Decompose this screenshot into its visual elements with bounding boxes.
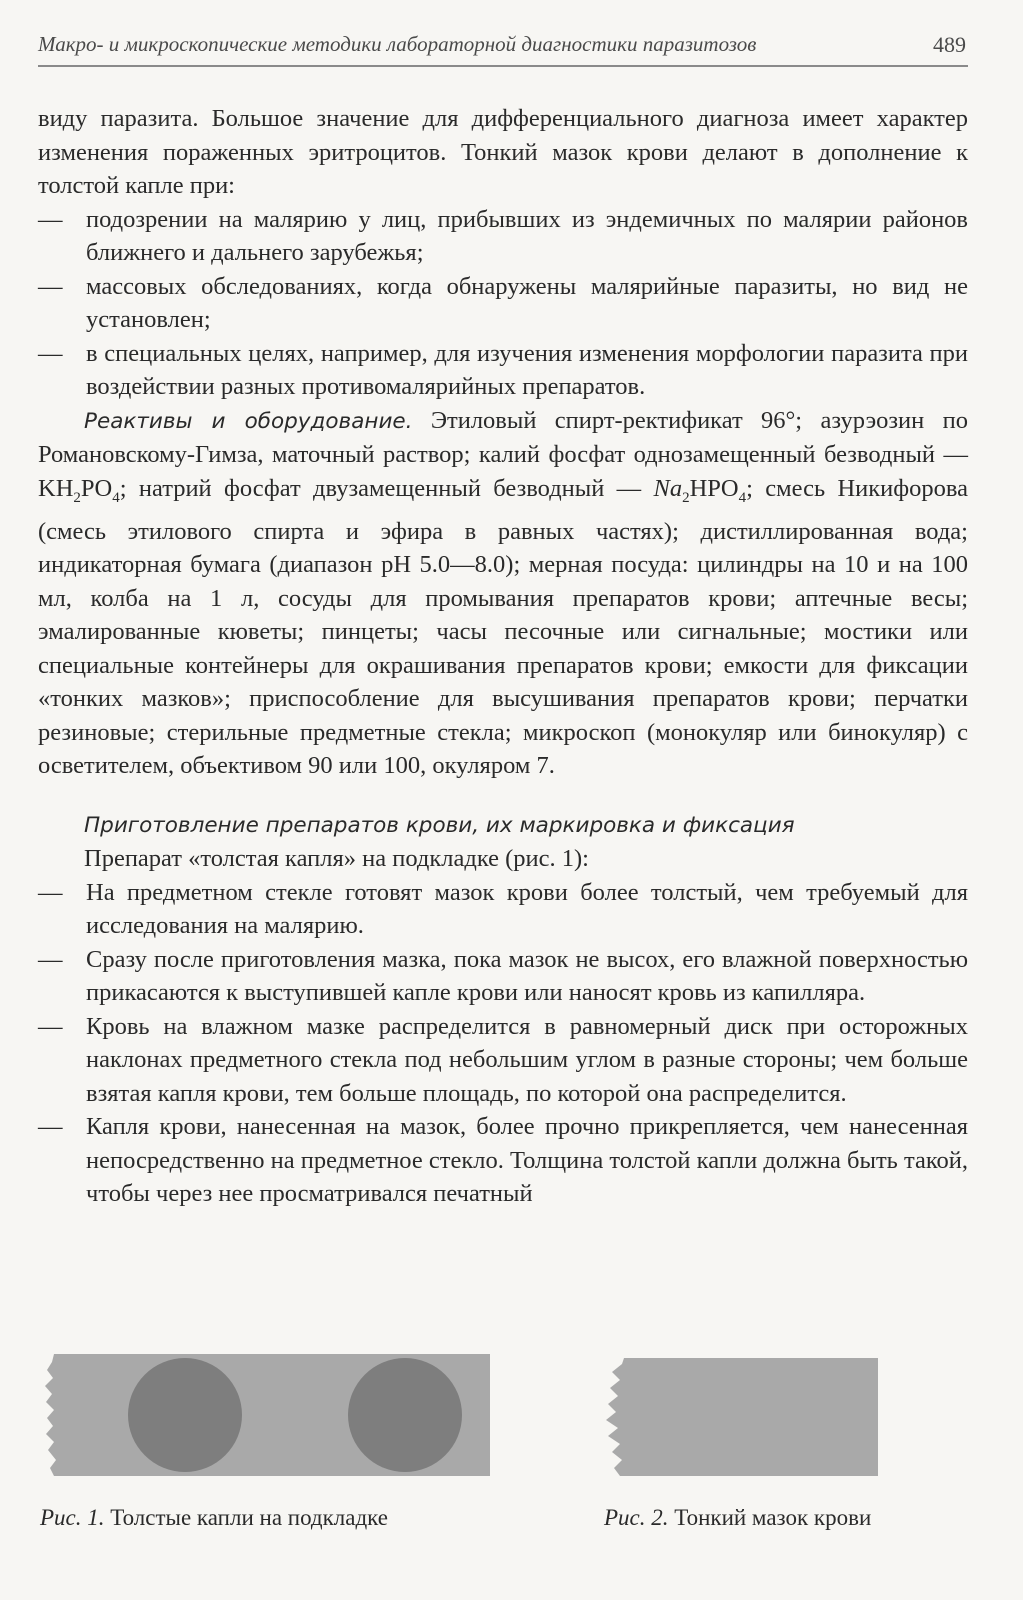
list-item (38, 270, 968, 337)
reagents-text: ; натрий фосфат двузамещенный безводный — (119, 474, 654, 502)
list-item (38, 203, 968, 270)
paragraph-reagents (38, 404, 968, 783)
reagents-text: PO (80, 474, 113, 502)
dash-marker: — (38, 1012, 63, 1040)
figure-2-caption (604, 1505, 871, 1531)
dash-marker: — (38, 205, 63, 233)
reagents-text: ; смесь Никифорова (смесь этилового спирта и эфира в равных частях); дистиллированная вода; индикаторная бумага (диапазон pH 5.0—8.0); мерная посуда: цилиндры на 10 и на 100 мл, колба на 1 л, сосуды для промывания препаратов крови; аптечные весы; эмалированные кюветы; пинцеты; часы песочные или сигнальные; мостики или специальные контейнеры для окрашивания препаратов крови; емкости для фиксации «тонких мазков»; приспособление для высушивания препаратов крови; перчатки резиновые; стерильные предметные стекла; микроскоп (монокуляр или бинокуляр) с осветителем, объективом 90 или 100, окуляром 7. (38, 474, 969, 780)
caption-text: Толстые капли на подкладке (104, 1505, 388, 1530)
figure-1-thick-drops (40, 1350, 495, 1480)
thick-drop (348, 1358, 462, 1472)
list-item-text: Сразу после приготовления мазка, пока мазок не высох, его влажной поверхностью прикасаются к выступившей капле крови или наносят кровь из капилляра. (86, 945, 968, 1007)
figure-label: Рис. 1. (40, 1505, 105, 1530)
subscript: 4 (738, 489, 747, 506)
list-item (38, 943, 968, 1010)
subscript: 4 (112, 489, 120, 506)
caption-text: Тонкий мазок крови (668, 1505, 872, 1530)
dash-marker: — (38, 1113, 63, 1141)
list-item-text: Капля крови, нанесенная на мазок, более прочно прикрепляется, чем нанесенная непосредственно на предметное стекло. Толщина толстой капли должна быть такой, чтобы через нее просматривался печатный (86, 1113, 968, 1208)
dash-marker: — (38, 272, 63, 300)
reagents-text: Этиловый спирт-ректификат 96°; азурэозин по Романовскому-Гимза, маточный раствор; калий фосфат однозамещенный безводный — KH (38, 406, 968, 502)
list-item-text: На предметном стекле готовят мазок крови более толстый, чем требуемый для исследования на малярию. (86, 878, 968, 940)
dash-marker: — (38, 945, 63, 973)
figure-2-thin-smear (602, 1354, 882, 1480)
dash-marker: — (38, 339, 63, 367)
section-subheading: Приготовление препаратов крови, их маркировка и фиксация (84, 812, 795, 838)
list-item (38, 1110, 968, 1211)
subscript: 2 (682, 489, 690, 506)
paragraph-thick-drop: Препарат «толстая капля» на подкладке (рис. 1): (84, 845, 589, 873)
sodium-symbol: Na (653, 474, 683, 502)
figure-label: Рис. 2. (604, 1505, 669, 1530)
reagents-lead: Реактивы и оборудование. (84, 408, 413, 434)
smear-strip (606, 1358, 878, 1476)
list-thick-drop-steps (38, 876, 968, 1211)
list-item (38, 1010, 968, 1111)
list-thin-smear-indications (38, 203, 968, 404)
page-number: 489 (933, 32, 966, 57)
figure-1-caption (40, 1505, 388, 1531)
list-item (38, 337, 968, 404)
page-header (38, 32, 968, 67)
list-item-text: Кровь на влажном мазке распределится в равномерный диск при осторожных наклонах предметного стекла под небольшим углом в разные стороны; чем больше взятая капля крови, тем больше площадь, по которой она распределится. (86, 1012, 968, 1107)
list-item (38, 876, 968, 943)
list-item-text: подозрении на малярию у лиц, прибывших из эндемичных по малярии районов ближнего и дальнего зарубежья; (86, 205, 968, 266)
reagents-text: HPO (689, 474, 739, 502)
list-item-text: в специальных целях, например, для изучения изменения морфологии паразита при воздействии разных противомалярийных препаратов. (86, 339, 968, 400)
page-body (38, 102, 968, 1211)
subscript: 2 (73, 489, 81, 506)
dash-marker: — (38, 878, 63, 906)
list-item-text: массовых обследованиях, когда обнаружены малярийные паразиты, но вид не установлен; (86, 272, 968, 333)
running-title: Макро- и микроскопические методики лабораторной диагностики паразитозов (38, 32, 757, 56)
figures-row (0, 1350, 1023, 1550)
thick-drop (128, 1358, 242, 1472)
paragraph-intro: виду паразита. Большое значение для дифференциального диагноза имеет характер изменения пораженных эритроцитов. Тонкий мазок крови делают в дополнение к толстой капле при: (38, 105, 968, 199)
